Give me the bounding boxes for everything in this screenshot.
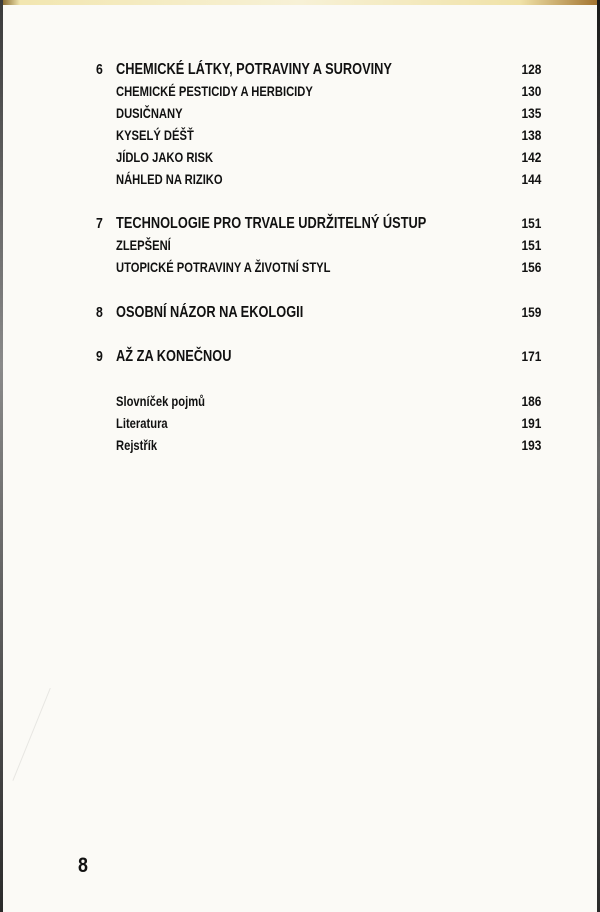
paper-smudge <box>12 688 78 792</box>
page-number: 151 <box>521 237 541 253</box>
section-title: KYSELÝ DÉŠŤ <box>116 127 194 143</box>
section-title: NÁHLED NA RIZIKO <box>116 171 223 187</box>
section-title: CHEMICKÉ PESTICIDY A HERBICIDY <box>116 83 313 99</box>
toc-back-matter-item[interactable] <box>0 393 600 413</box>
toc-section[interactable] <box>0 105 600 125</box>
page-number: 191 <box>521 415 541 431</box>
chapter-title: TECHNOLOGIE PRO TRVALE UDRŽITELNÝ ÚSTUP <box>116 215 427 232</box>
page-number: 128 <box>521 61 541 77</box>
toc-chapter-6[interactable] <box>0 61 600 81</box>
section-title: DUSIČNANY <box>116 105 183 121</box>
toc-section[interactable] <box>0 83 600 103</box>
toc-chapter-9[interactable] <box>0 348 600 368</box>
toc-section[interactable] <box>0 237 600 257</box>
chapter-number: 7 <box>96 215 103 232</box>
chapter-number: 8 <box>96 304 103 321</box>
chapter-title: CHEMICKÉ LÁTKY, POTRAVINY A SUROVINY <box>116 61 392 78</box>
toc-section[interactable] <box>0 259 600 279</box>
page-number: 156 <box>521 259 541 275</box>
toc-section[interactable] <box>0 127 600 147</box>
page-number: 138 <box>521 127 541 143</box>
back-matter-title: Literatura <box>116 415 168 431</box>
toc-section[interactable] <box>0 149 600 169</box>
page-number: 186 <box>521 393 541 409</box>
page-number: 142 <box>521 149 541 165</box>
toc-back-matter-item[interactable] <box>0 437 600 457</box>
page-number: 130 <box>521 83 541 99</box>
section-title: JÍDLO JAKO RISK <box>116 149 214 165</box>
page-number: 144 <box>521 171 541 187</box>
page-number: 193 <box>521 437 541 453</box>
page-edge-top <box>0 0 600 5</box>
chapter-title: OSOBNÍ NÁZOR NA EKOLOGII <box>116 304 304 321</box>
toc-chapter-7[interactable] <box>0 215 600 235</box>
toc-section[interactable] <box>0 171 600 191</box>
page-number: 159 <box>521 304 541 320</box>
back-matter-title: Slovníček pojmů <box>116 393 205 409</box>
chapter-title: AŽ ZA KONEČNOU <box>116 348 232 365</box>
chapter-number: 9 <box>96 348 103 365</box>
chapter-number: 6 <box>96 61 103 78</box>
toc-chapter-8[interactable] <box>0 304 600 324</box>
page-number: 171 <box>521 348 541 364</box>
section-title: UTOPICKÉ POTRAVINY A ŽIVOTNÍ STYL <box>116 259 331 275</box>
back-matter-title: Rejstřík <box>116 437 158 453</box>
page-number: 151 <box>521 215 541 231</box>
section-title: ZLEPŠENÍ <box>116 237 171 253</box>
toc-back-matter-item[interactable] <box>0 415 600 435</box>
folio-page-number: 8 <box>78 854 88 877</box>
page-number: 135 <box>521 105 541 121</box>
